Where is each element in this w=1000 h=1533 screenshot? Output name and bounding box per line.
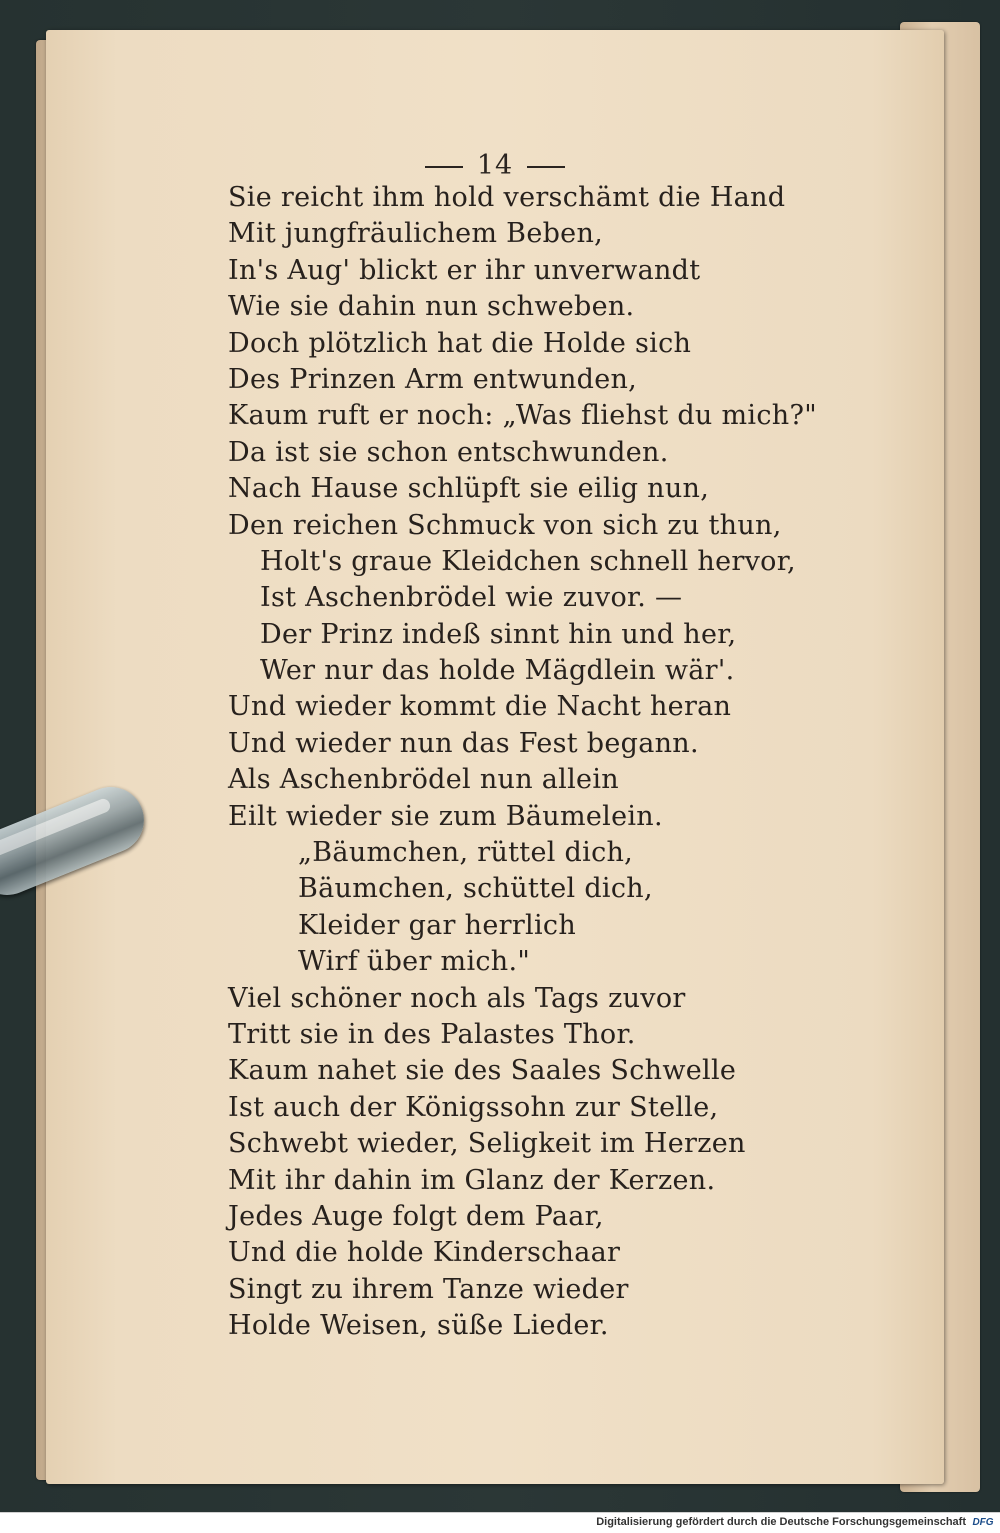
verse-line: Des Prinzen Arm entwunden, xyxy=(228,363,638,395)
verse-line: Mit ihr dahin im Glanz der Kerzen. xyxy=(228,1164,716,1196)
verse-line: Holde Weisen, süße Lieder. xyxy=(228,1310,609,1342)
verse-line: Singt zu ihrem Tanze wieder xyxy=(228,1273,629,1305)
verse-line: „Bäumchen, rüttel dich, xyxy=(298,837,634,869)
verse-line: Viel schöner noch als Tags zuvor xyxy=(228,982,686,1014)
verse-line: Ist Aschenbrödel wie zuvor. — xyxy=(260,582,683,614)
poem-text xyxy=(228,180,817,1345)
verse-line: Den reichen Schmuck von sich zu thun, xyxy=(228,509,782,541)
footer-bar xyxy=(0,1512,1000,1533)
verse-line: Eilt wieder sie zum Bäumelein. xyxy=(228,800,663,832)
verse-line: Holt's graue Kleidchen schnell hervor, xyxy=(260,545,796,577)
verse-line: Kleider gar herrlich xyxy=(298,909,577,941)
verse-line: Da ist sie schon entschwunden. xyxy=(228,436,669,468)
verse-line: Der Prinz indeß sinnt hin und her, xyxy=(260,618,737,650)
verse-line: Kaum nahet sie des Saales Schwelle xyxy=(228,1055,737,1087)
footer-credit: Digitalisierung gefördert durch die Deutsche Forschungsgemeinschaft xyxy=(596,1516,966,1528)
verse-line: Als Aschenbrödel nun allein xyxy=(228,764,619,796)
verse-line: Ist auch der Königssohn zur Stelle, xyxy=(228,1091,719,1123)
verse-line: Und wieder kommt die Nacht heran xyxy=(228,691,732,723)
dash-left xyxy=(425,166,463,168)
verse-line: Wirf über mich." xyxy=(298,946,531,978)
verse-line: Wer nur das holde Mägdlein wär'. xyxy=(260,655,735,687)
verse-line: Und die holde Kinderschaar xyxy=(228,1237,621,1269)
verse-line: Schwebt wieder, Seligkeit im Herzen xyxy=(228,1128,746,1160)
dash-right xyxy=(527,166,565,168)
verse-line: Und wieder nun das Fest begann. xyxy=(228,727,699,759)
page-number xyxy=(46,150,944,181)
verse-line: Wie sie dahin nun schweben. xyxy=(228,291,635,323)
verse-line: Doch plötzlich hat die Holde sich xyxy=(228,327,692,359)
dfg-logo: DFG xyxy=(972,1517,994,1528)
clip-highlight xyxy=(0,797,112,862)
verse-line: Mit jungfräulichem Beben, xyxy=(228,218,604,250)
page-number-value: 14 xyxy=(476,150,514,181)
verse-line: Sie reicht ihm hold verschämt die Hand xyxy=(228,182,786,213)
verse-line: Nach Hause schlüpft sie eilig nun, xyxy=(228,473,710,505)
verse-line: Tritt sie in des Palastes Thor. xyxy=(228,1018,636,1050)
verse-line: Bäumchen, schüttel dich, xyxy=(298,873,653,905)
verse-line: In's Aug' blickt er ihr unverwandt xyxy=(228,254,701,286)
verse-line: Kaum ruft er noch: „Was fliehst du mich?" xyxy=(228,400,817,432)
verse-line: Jedes Auge folgt dem Paar, xyxy=(228,1200,604,1232)
